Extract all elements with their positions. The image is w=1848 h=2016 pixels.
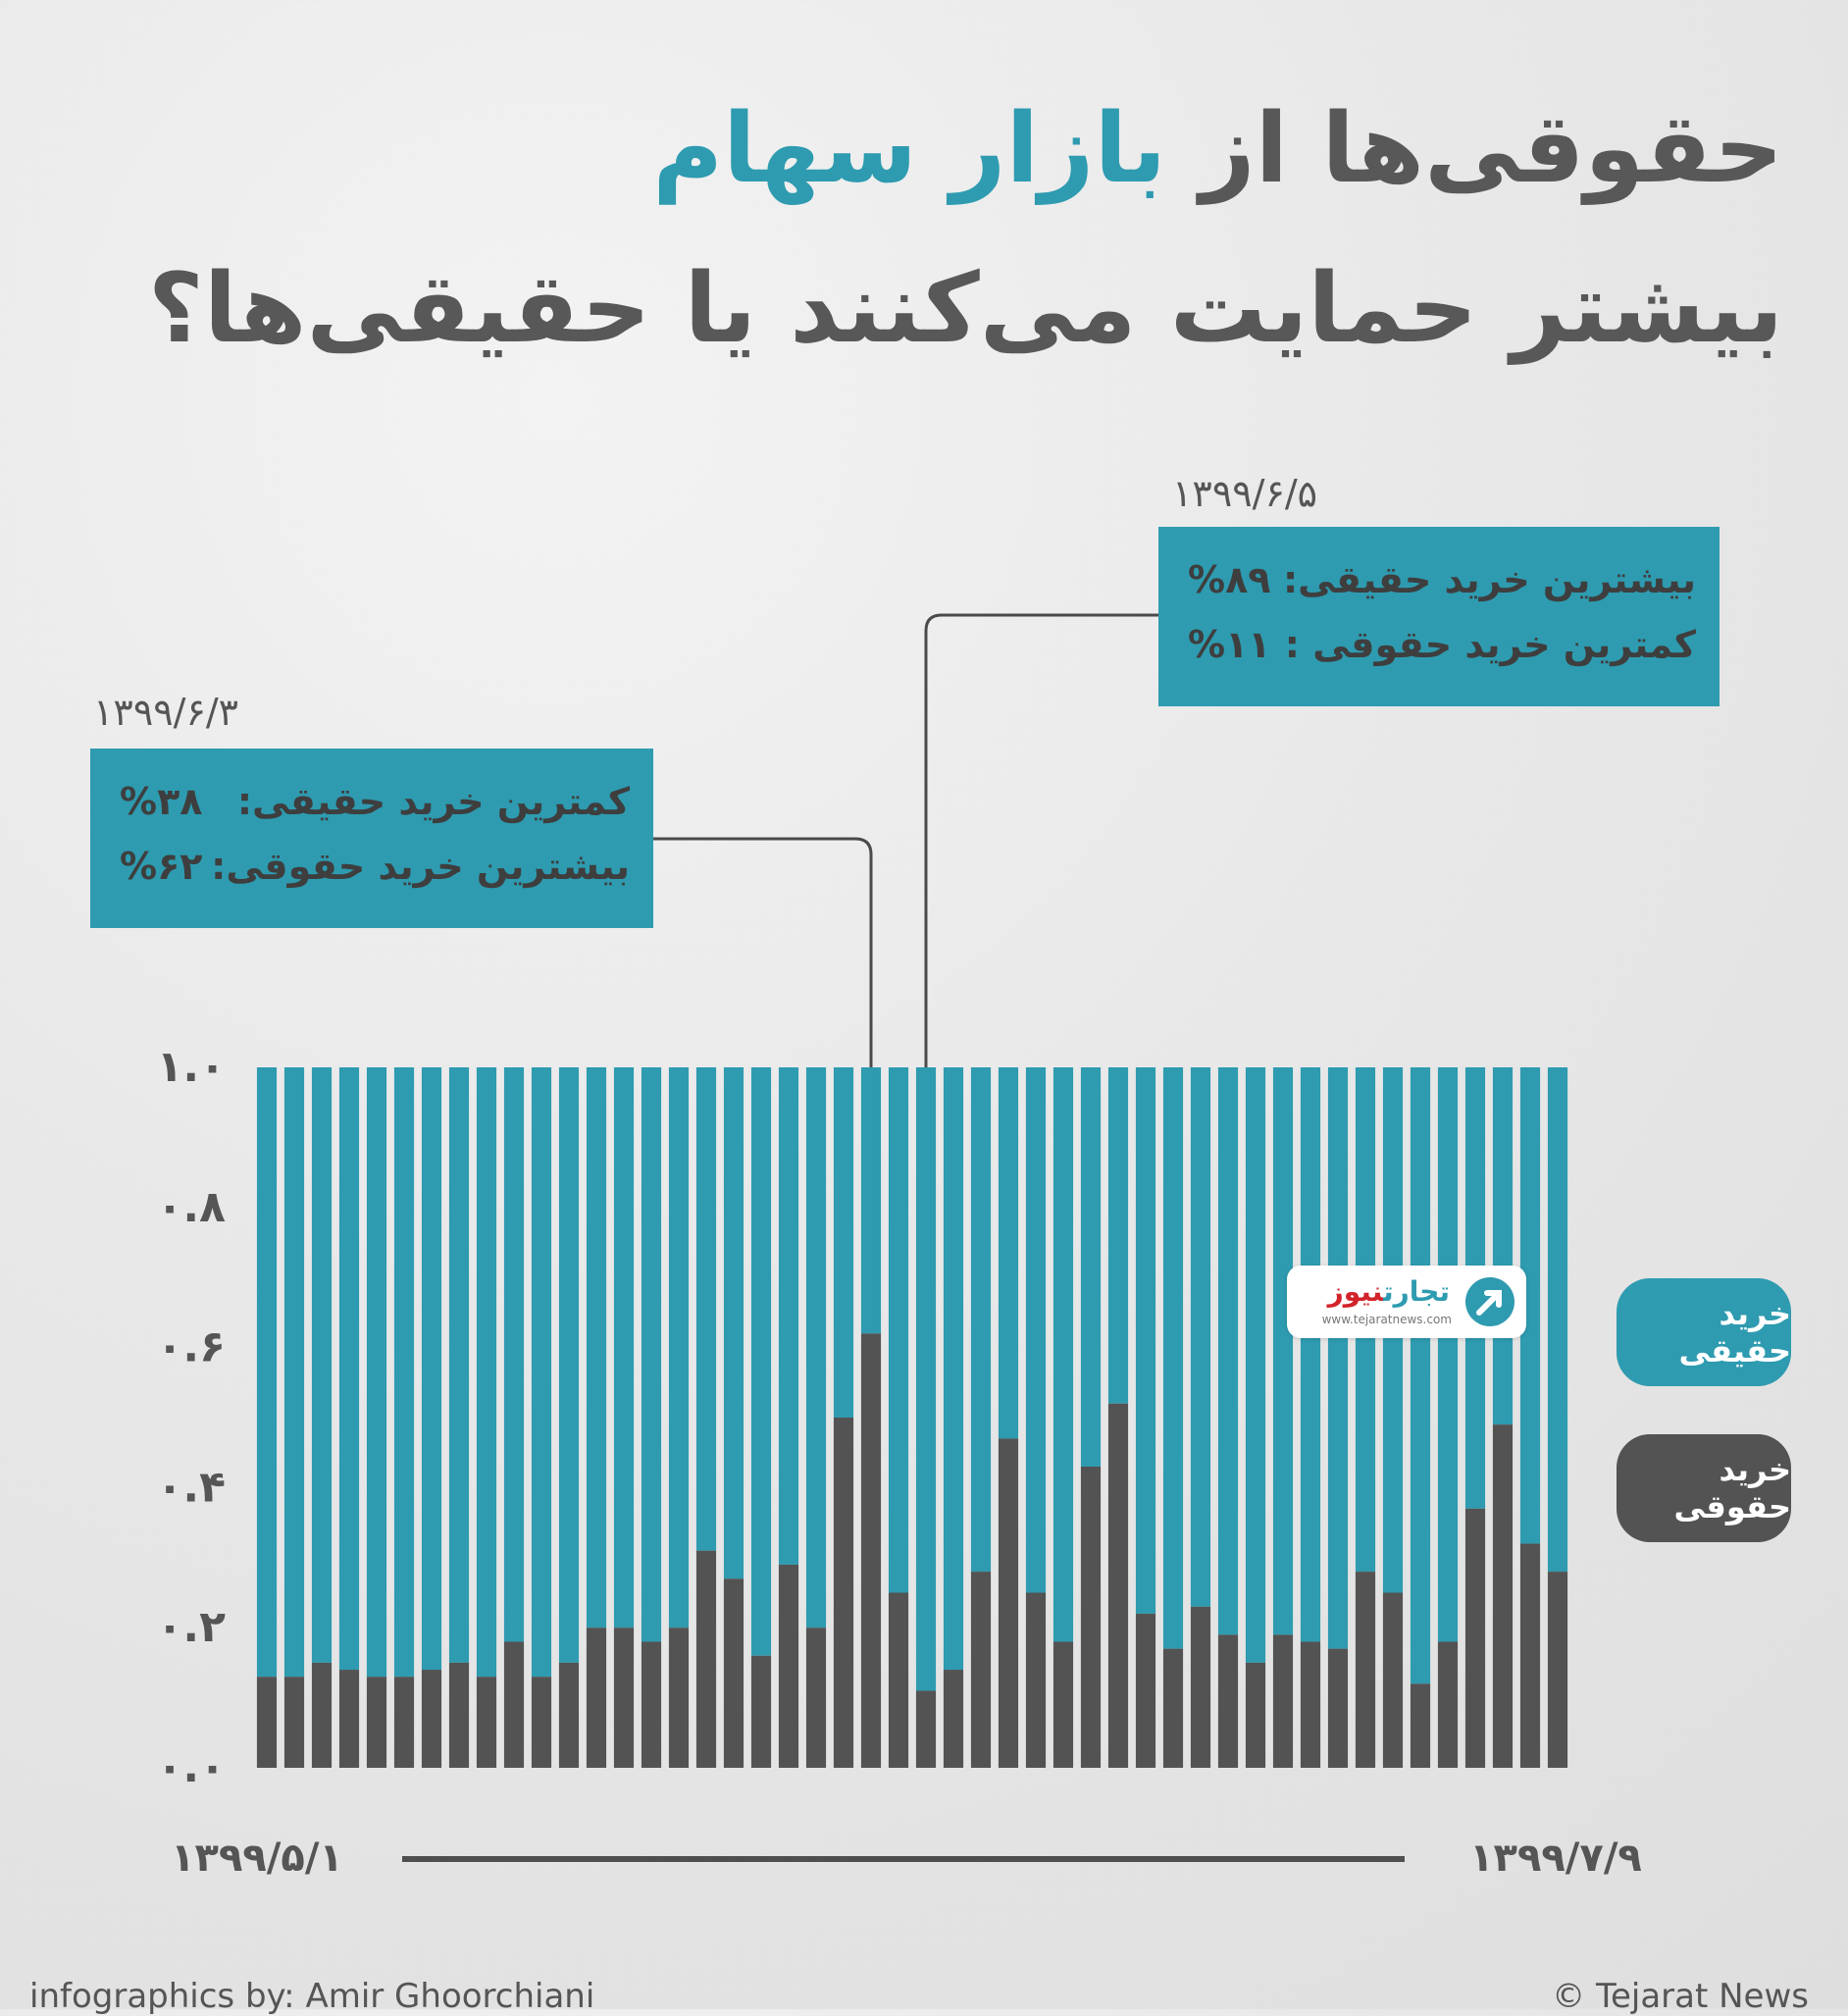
logo-brand: [1328, 1275, 1450, 1308]
bar-legal-16: [669, 1628, 689, 1768]
callout-b-row1-label: بیشترین خرید حقیقی:: [1282, 558, 1696, 601]
bar-legal-26: [944, 1670, 963, 1768]
footer-credit: infographics by: Amir Ghoorchiani: [29, 1977, 595, 2016]
bar-real-21: [806, 1067, 826, 1628]
logo-brand-part2: نیوز: [1327, 1275, 1384, 1308]
callout-b-row2-value: %۱۱: [1188, 623, 1271, 666]
bar-legal-38: [1273, 1634, 1293, 1768]
y-tick-label: ۰.۶: [156, 1321, 226, 1372]
y-tick-label: ۰.۴: [156, 1462, 226, 1513]
logo-mark-icon: [1465, 1277, 1514, 1326]
bar-real-33: [1136, 1067, 1155, 1614]
bar-legal-9: [477, 1677, 496, 1768]
title-highlight: بازار سهام: [652, 93, 1167, 205]
bar-legal-18: [724, 1578, 744, 1768]
bar-legal-40: [1328, 1649, 1348, 1768]
callout-a-row1-label: کمترین خرید حقیقی:: [236, 780, 630, 823]
bar-real-44: [1438, 1067, 1458, 1641]
bar-real-34: [1163, 1067, 1183, 1649]
bar-legal-37: [1246, 1663, 1265, 1768]
callout-a-row2-value: %۶۲: [120, 845, 203, 888]
bar-real-10: [504, 1067, 524, 1641]
bar-real-15: [642, 1067, 661, 1641]
callout-a-row1-value: %۳۸: [120, 780, 203, 823]
x-end-label: ۱۳۹۹/۷/۹: [1469, 1835, 1642, 1881]
bar-legal-22: [834, 1418, 853, 1768]
bar-real-19: [751, 1067, 771, 1656]
bar-real-26: [944, 1067, 963, 1670]
bar-legal-27: [971, 1572, 991, 1768]
bar-legal-7: [422, 1670, 441, 1768]
callout-a-row2-label: بیشترین خرید حقوقی:: [211, 845, 630, 888]
bar-legal-3: [312, 1663, 332, 1768]
bar-legal-17: [696, 1551, 716, 1768]
bar-real-36: [1218, 1067, 1238, 1634]
bar-legal-8: [449, 1663, 469, 1768]
bar-real-23: [861, 1067, 881, 1333]
y-tick-label: ۰.۲: [156, 1602, 226, 1653]
callout-a-date: ۱۳۹۹/۶/۳: [93, 691, 239, 734]
bar-real-37: [1246, 1067, 1265, 1663]
bar-real-16: [669, 1067, 689, 1628]
bar-legal-14: [614, 1628, 634, 1768]
bar-real-38: [1273, 1067, 1293, 1634]
bar-real-35: [1191, 1067, 1210, 1607]
bar-legal-5: [367, 1677, 386, 1768]
bar-legal-25: [916, 1690, 936, 1768]
bar-real-14: [614, 1067, 634, 1628]
bar-legal-39: [1301, 1641, 1320, 1768]
callout-b-date: ۱۳۹۹/۶/۵: [1172, 472, 1318, 515]
y-tick-label: ۱.۰: [156, 1042, 226, 1092]
bar-legal-10: [504, 1641, 524, 1768]
bar-legal-41: [1356, 1572, 1375, 1768]
logo-url: www.tejaratnews.com: [1321, 1313, 1452, 1326]
bar-real-31: [1081, 1067, 1101, 1467]
bar-legal-19: [751, 1656, 771, 1768]
bar-legal-28: [999, 1438, 1018, 1768]
bar-real-13: [587, 1067, 606, 1628]
bar-legal-36: [1218, 1634, 1238, 1768]
bar-legal-21: [806, 1628, 826, 1768]
bar-real-8: [449, 1067, 469, 1663]
bar-real-40: [1328, 1067, 1348, 1649]
bar-legal-32: [1108, 1404, 1128, 1768]
bar-legal-30: [1053, 1641, 1073, 1768]
bar-group: [257, 1067, 1567, 1768]
footer-copyright: © Tejarat News: [1552, 1977, 1809, 2016]
y-tick-label: ۰.۰: [156, 1742, 226, 1792]
bar-legal-43: [1411, 1683, 1430, 1768]
bar-legal-35: [1191, 1607, 1210, 1768]
bar-real-12: [559, 1067, 579, 1663]
bar-legal-11: [532, 1677, 551, 1768]
title-part: حقوقی‌ها از: [1200, 93, 1783, 205]
bar-legal-46: [1493, 1424, 1513, 1768]
logo-brand-part1: تجارت: [1383, 1275, 1450, 1308]
bar-real-32: [1108, 1067, 1128, 1404]
bar-real-20: [779, 1067, 798, 1565]
bar-real-24: [889, 1067, 908, 1593]
bar-real-30: [1053, 1067, 1073, 1641]
bar-real-1: [257, 1067, 277, 1677]
bar-legal-24: [889, 1593, 908, 1769]
bar-real-5: [367, 1067, 386, 1677]
bar-real-17: [696, 1067, 716, 1551]
legend-legal: خرید حقوقی: [1617, 1434, 1791, 1542]
bar-real-29: [1026, 1067, 1046, 1593]
bar-real-39: [1301, 1067, 1320, 1641]
bar-legal-29: [1026, 1593, 1046, 1769]
bar-legal-2: [284, 1677, 304, 1768]
bar-real-3: [312, 1067, 332, 1663]
bar-legal-1: [257, 1677, 277, 1768]
bar-legal-12: [559, 1663, 579, 1768]
bar-real-4: [339, 1067, 359, 1670]
callout-b-row1-value: %۸۹: [1188, 558, 1271, 601]
bar-legal-6: [394, 1677, 414, 1768]
callout-b-row2-label: کمترین خرید حقوقی :: [1284, 623, 1696, 666]
bar-legal-23: [861, 1333, 881, 1768]
bar-real-46: [1493, 1067, 1513, 1424]
bar-real-48: [1548, 1067, 1567, 1572]
tejarat-news-logo: [1287, 1266, 1526, 1338]
bar-real-2: [284, 1067, 304, 1677]
bar-legal-42: [1383, 1593, 1403, 1769]
bar-legal-47: [1520, 1544, 1540, 1768]
bar-real-7: [422, 1067, 441, 1670]
bar-real-22: [834, 1067, 853, 1418]
bar-legal-33: [1136, 1614, 1155, 1768]
bar-real-18: [724, 1067, 744, 1578]
bar-legal-34: [1163, 1649, 1183, 1768]
bar-real-27: [971, 1067, 991, 1572]
page-title-line2: بیشتر حمایت می‌کنند یا حقیقی‌ها؟: [147, 253, 1783, 365]
bar-legal-15: [642, 1641, 661, 1768]
legend-real: خرید حقیقی: [1617, 1278, 1791, 1386]
bar-real-6: [394, 1067, 414, 1677]
x-start-label: ۱۳۹۹/۵/۱: [171, 1835, 343, 1881]
bar-legal-31: [1081, 1467, 1101, 1768]
bar-real-11: [532, 1067, 551, 1677]
y-axis-ticks: [157, 1042, 227, 1792]
bar-legal-44: [1438, 1641, 1458, 1768]
bar-real-28: [999, 1067, 1018, 1438]
bar-legal-45: [1465, 1509, 1485, 1768]
bar-legal-4: [339, 1670, 359, 1768]
bar-real-43: [1411, 1067, 1430, 1683]
bar-real-9: [477, 1067, 496, 1677]
bar-real-25: [916, 1067, 936, 1690]
bar-legal-20: [779, 1565, 798, 1768]
y-tick-label: ۰.۸: [156, 1181, 226, 1232]
bar-legal-13: [587, 1628, 606, 1768]
bar-legal-48: [1548, 1572, 1567, 1768]
